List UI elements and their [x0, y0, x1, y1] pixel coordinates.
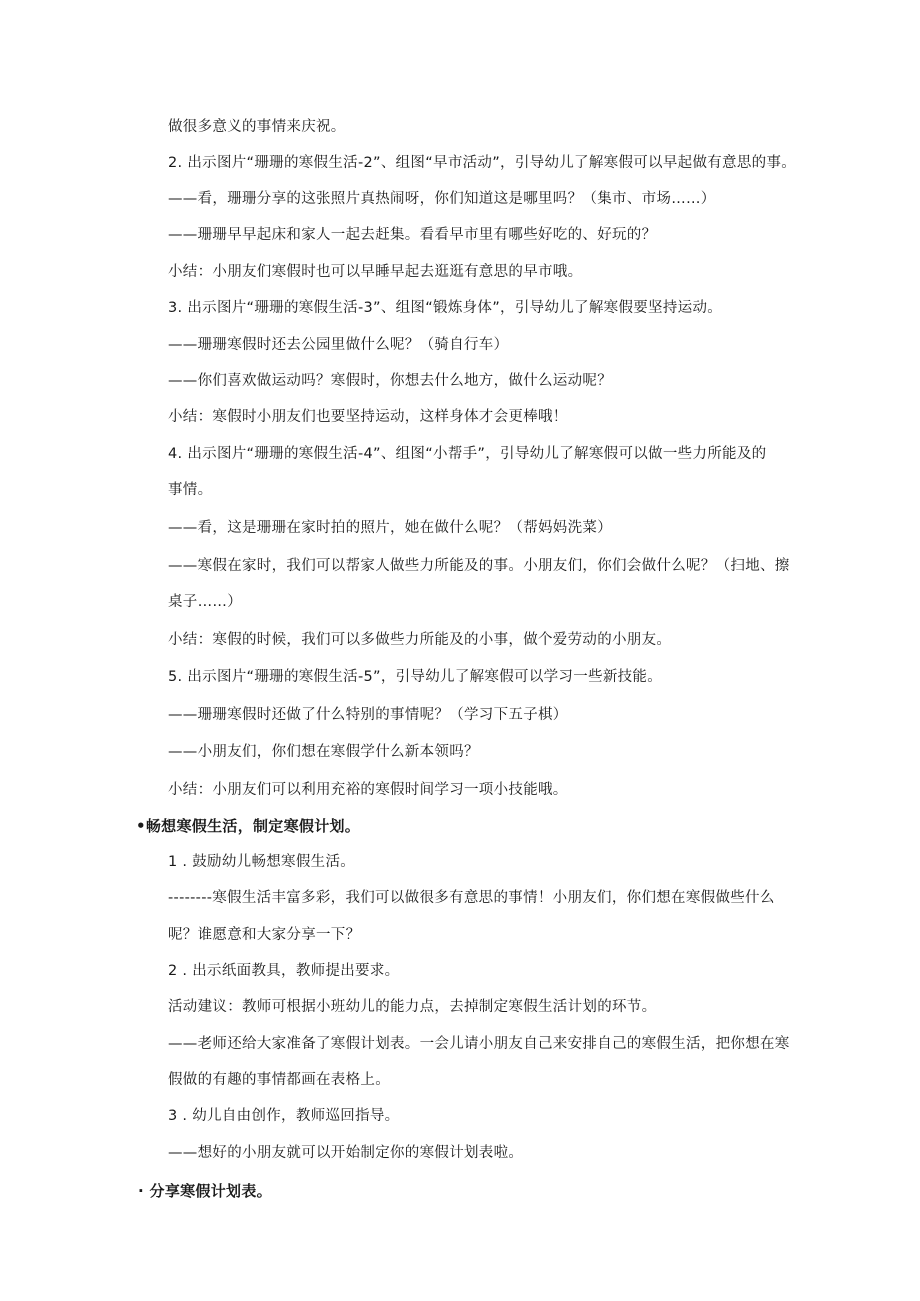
dialogue-line: ——寒假在家时，我们可以帮家人做些力所能及的事。小朋友们，你们会做什么呢？（扫地、擦	[168, 558, 790, 574]
dialogue-line: ——珊珊寒假时还做了什么特别的事情呢？（学习下五子棋）	[168, 707, 568, 723]
paragraph-line: 桌子……）	[168, 594, 242, 610]
activity-suggestion-line: 活动建议：教师可根据小班幼儿的能力点，去掉制定寒假生活计划的环节。	[168, 999, 657, 1015]
dialogue-line: ——珊珊寒假时还去公园里做什么呢？（骑自行车）	[168, 337, 509, 353]
dialogue-line: ——看，珊珊分享的这张照片真热闹呀，你们知道这是哪里吗？（集市、市场……）	[168, 191, 716, 207]
summary-line: 小结：小朋友们寒假时也可以早睡早起去逛逛有意思的早市哦。	[168, 264, 583, 280]
dialogue-line: ——老师还给大家准备了寒假计划表。一会儿请小朋友自己来安排自己的寒假生活，把你想在寒	[168, 1036, 790, 1052]
step-3-line: 3 . 幼儿自由创作，教师巡回指导。	[168, 1108, 400, 1124]
paragraph-line: 假做的有趣的事情都画在表格上。	[168, 1072, 390, 1088]
dialogue-line: ——想好的小朋友就可以开始制定你的寒假计划表啦。	[168, 1145, 524, 1161]
dialogue-line: ——小朋友们，你们想在寒假学什么新本领吗？	[168, 744, 479, 760]
step-3-line: 3. 出示图片“珊珊的寒假生活-3”、组图“锻炼身体”，引导幼儿了解寒假要坚持运动。	[168, 300, 723, 316]
paragraph-line: 呢？谁愿意和大家分享一下？	[168, 927, 361, 943]
step-4-line: 4. 出示图片“珊珊的寒假生活-4”、组图“小帮手”，引导幼儿了解寒假可以做一些力所能及的	[168, 446, 767, 462]
dialogue-line: ——你们喜欢做运动吗？寒假时，你想去什么地方，做什么运动呢？	[168, 373, 612, 389]
paragraph-line: 事情。	[168, 482, 213, 498]
summary-line: 小结：小朋友们可以利用充裕的寒假时间学习一项小技能哦。	[168, 782, 568, 798]
paragraph-line: 做很多意义的事情来庆祝。	[168, 119, 346, 135]
step-2-line: 2. 出示图片“珊珊的寒假生活-2”、组图“早市活动”，引导幼儿了解寒假可以早起做有意思的事。	[168, 155, 797, 171]
step-2-line: 2 . 出示纸面教具，教师提出要求。	[168, 963, 400, 979]
step-5-line: 5. 出示图片“珊珊的寒假生活-5”，引导幼儿了解寒假可以学习一些新技能。	[168, 669, 663, 685]
section-heading: · 分享寒假计划表。	[138, 1182, 272, 1200]
dialogue-line: --------寒假生活丰富多彩，我们可以做很多有意思的事情！小朋友们，你们想在寒假做些什么	[168, 890, 775, 906]
summary-line: 小结：寒假时小朋友们也要坚持运动，这样身体才会更棒哦！	[168, 409, 568, 425]
section-heading: •畅想寒假生活，制定寒假计划。	[136, 817, 361, 835]
dialogue-line: ——珊珊早早起床和家人一起去赶集。看看早市里有哪些好吃的、好玩的？	[168, 227, 657, 243]
step-1-line: 1 . 鼓励幼儿畅想寒假生活。	[168, 854, 356, 870]
summary-line: 小结：寒假的时候，我们可以多做些力所能及的小事，做个爱劳动的小朋友。	[168, 632, 672, 648]
dialogue-line: ——看，这是珊珊在家时拍的照片，她在做什么呢？（帮妈妈洗菜）	[168, 520, 612, 536]
